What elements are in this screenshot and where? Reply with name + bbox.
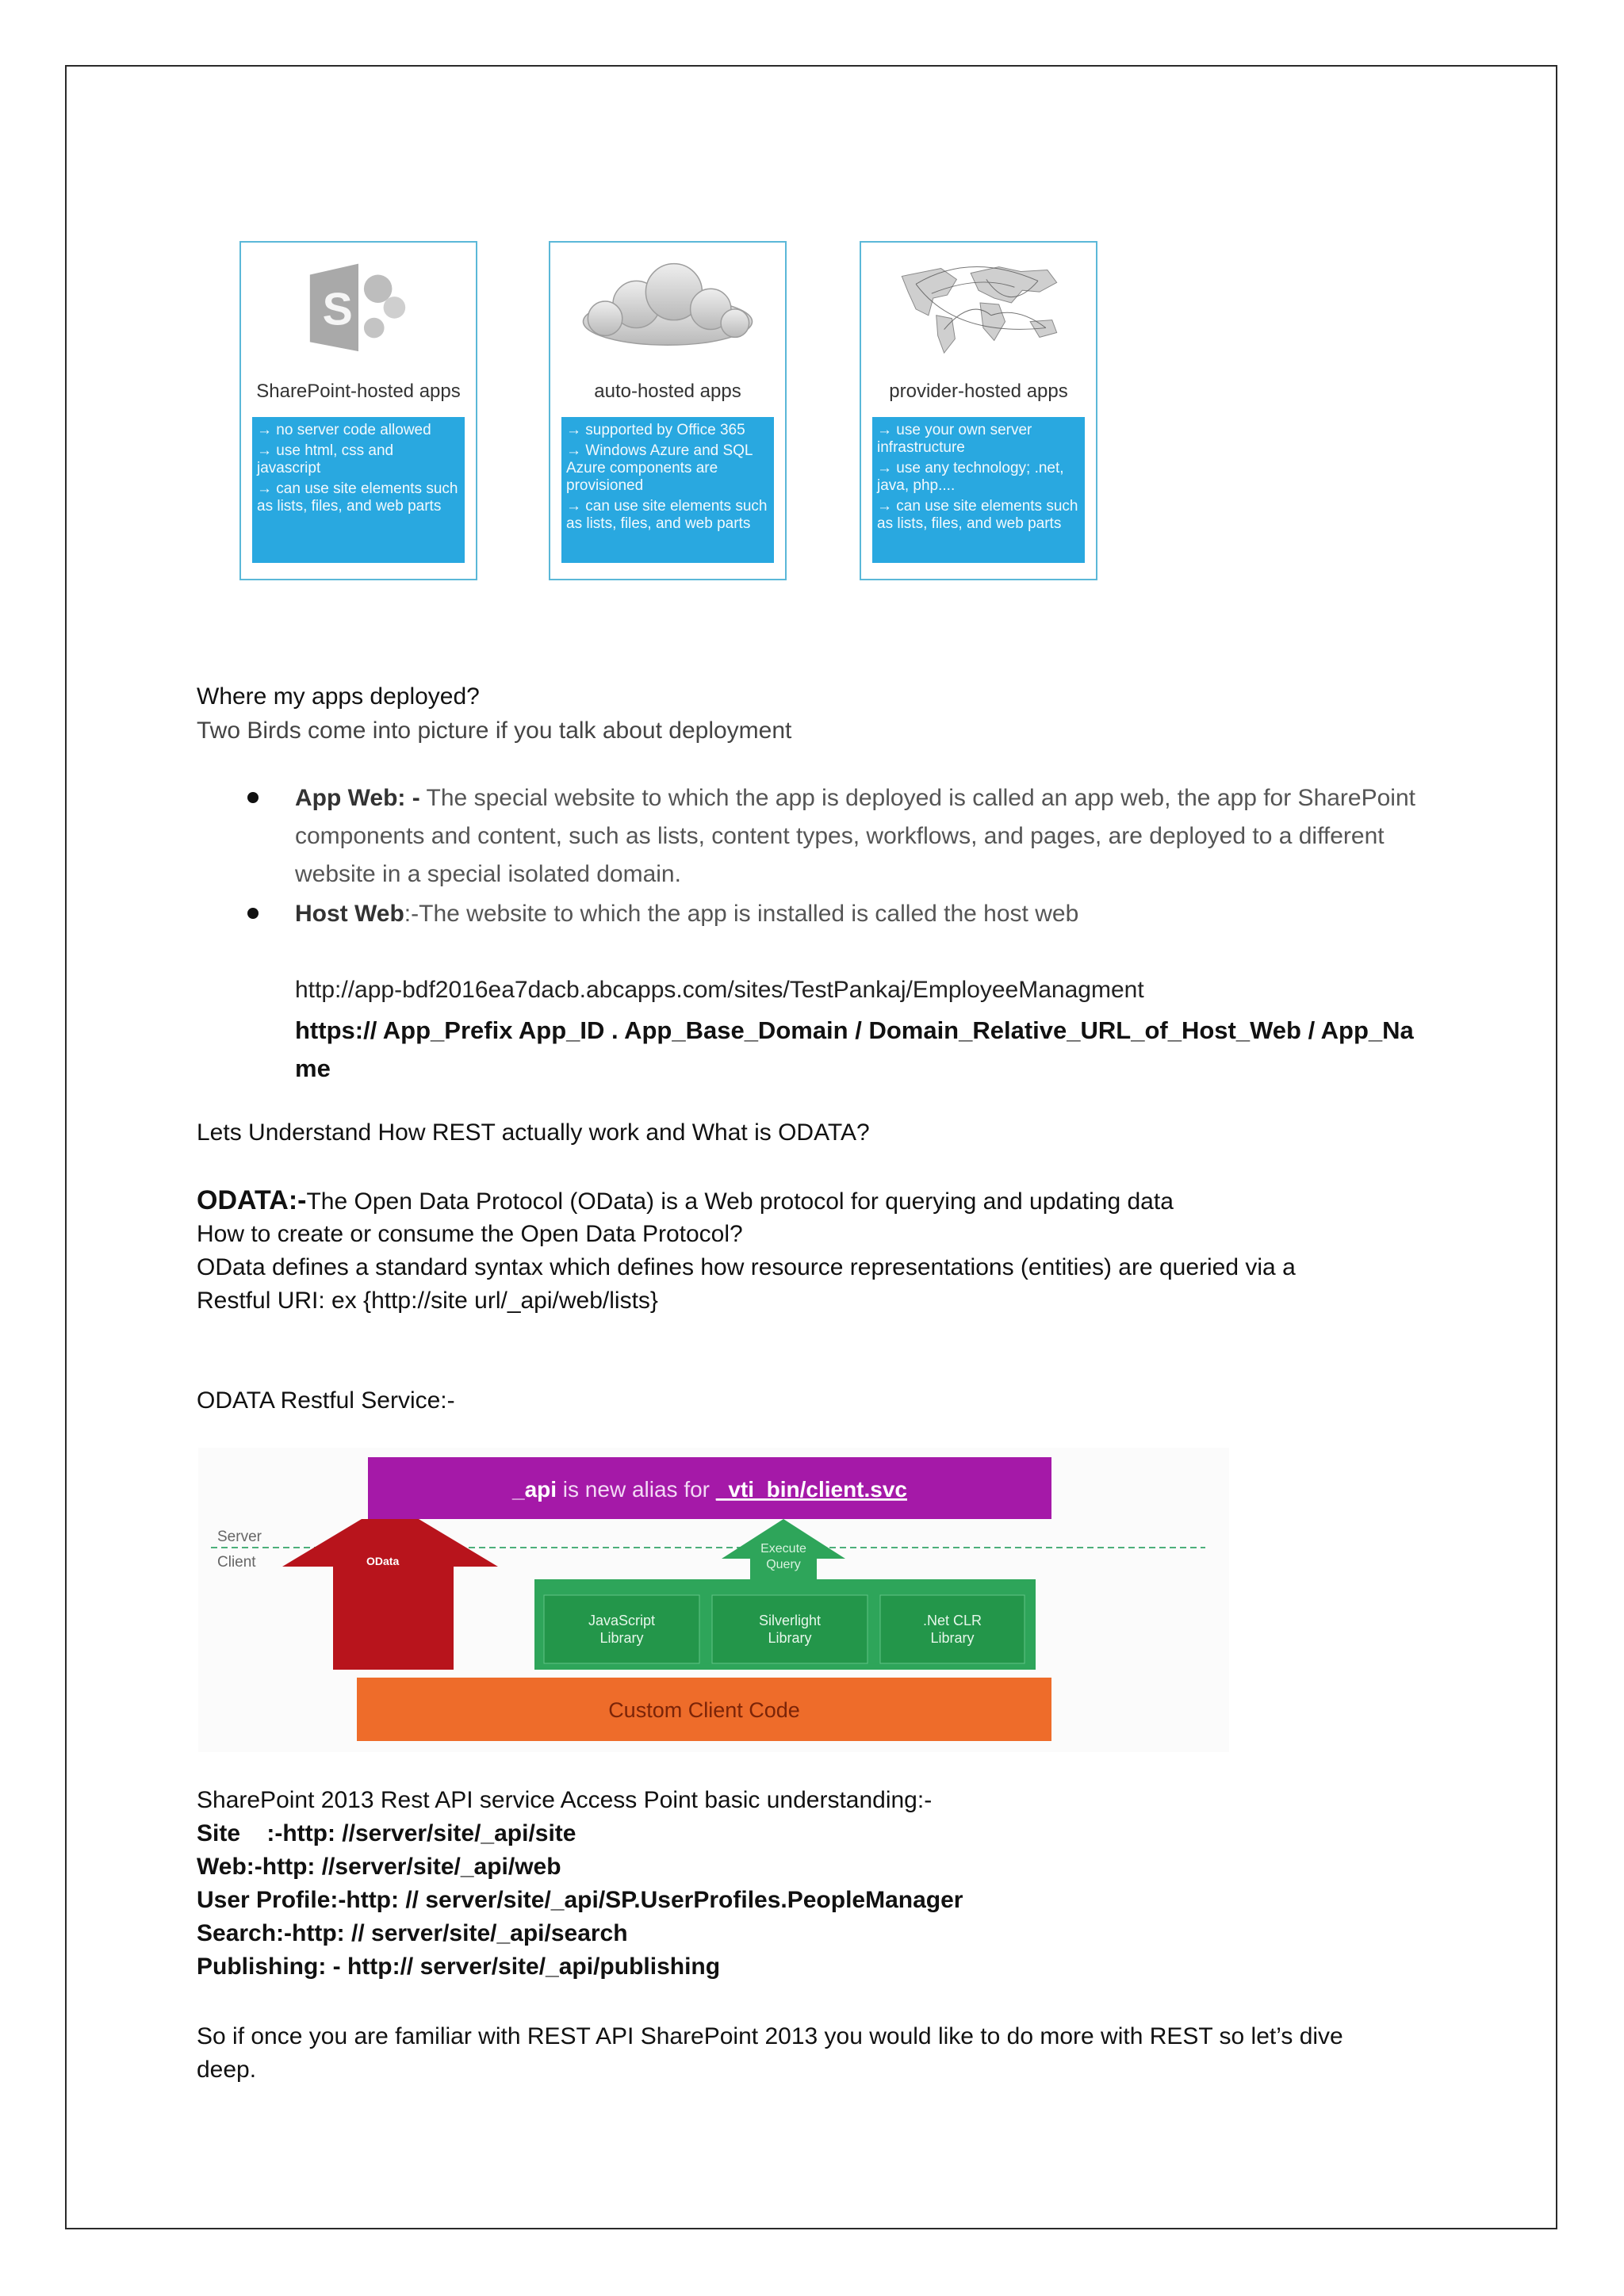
library-label: Library	[599, 1630, 644, 1646]
bullet-lead: App Web: -	[295, 785, 420, 811]
api-alias-mid: is new alias for	[557, 1477, 716, 1502]
odata-question: How to create or consume the Open Data Protocol?	[197, 1221, 743, 1247]
closing-line-1: So if once you are familiar with REST API SharePoint 2013 you would like to do more with REST so let’s dive	[197, 2023, 1343, 2049]
card-line: → supported by Office 365	[566, 422, 745, 438]
access-point-search: Search:-http: // server/site/_api/search	[197, 1920, 628, 1946]
custom-client-code-label: Custom Client Code	[608, 1698, 800, 1722]
client-label: Client	[217, 1554, 256, 1571]
odata-service-heading: ODATA Restful Service:-	[197, 1387, 455, 1414]
library-label: JavaScript	[588, 1613, 656, 1628]
card-line: → no server code allowed	[257, 422, 431, 438]
api-alias-svc: _vti_bin/client.svc	[715, 1477, 907, 1502]
card-title: auto-hosted apps	[594, 380, 741, 402]
library-label: Library	[930, 1630, 975, 1646]
card-line: → can use site elements such as lists, files, and web parts	[877, 498, 1078, 532]
odata-definition-line	[197, 1184, 1174, 1219]
api-alias-text	[511, 1477, 907, 1502]
card-line: → use html, css and javascript	[257, 442, 394, 476]
card-line: → can use site elements such as lists, files, and web parts	[257, 480, 458, 515]
execute-query-line-2: Query	[766, 1558, 801, 1571]
card-body	[872, 417, 1085, 563]
odata-label: ODATA:-	[197, 1185, 307, 1215]
bullet-text: The special website to which the app is deployed is called an app web, the app for SharePoint components and content, such as lists, content types, workflows, and pages, are deployed to a different website in a special isolated domain.	[295, 785, 1415, 887]
card-title: provider-hosted apps	[889, 380, 1068, 402]
rest-intro: Lets Understand How REST actually work and What is ODATA?	[197, 1119, 870, 1146]
svg-text:S: S	[322, 284, 353, 335]
card-line: → use your own server infrastructure	[877, 422, 1032, 456]
access-points-heading: SharePoint 2013 Rest API service Access Point basic understanding:-	[197, 1787, 933, 1813]
provider-hosted-card	[860, 241, 1097, 580]
bullet-icon	[247, 908, 259, 919]
library-label: .Net CLR	[922, 1613, 982, 1628]
card-line: → can use site elements such as lists, files, and web parts	[566, 498, 768, 532]
server-label: Server	[217, 1529, 262, 1545]
bullet-lead: Host Web	[295, 901, 404, 927]
card-title: SharePoint-hosted apps	[256, 380, 461, 402]
odata-syntax-line-2: Restful URI: ex {http://site url/_api/web/lists}	[197, 1288, 658, 1314]
odata-definition: The Open Data Protocol (OData) is a Web protocol for querying and updating data	[306, 1188, 1174, 1215]
odata-syntax-line-1: OData defines a standard syntax which defines how resource representations (entities) are queried via a	[197, 1254, 1296, 1280]
access-point-site: Site :-http: //server/site/_api/site	[197, 1820, 576, 1846]
bullet-host-web	[295, 895, 1437, 933]
deploy-intro: Two Birds come into picture if you talk about deployment	[197, 718, 792, 744]
world-map-icon	[861, 243, 1096, 362]
deploy-question: Where my apps deployed?	[197, 683, 480, 710]
execute-query-line-1: Execute	[760, 1542, 806, 1556]
bullet-app-web	[295, 779, 1437, 894]
library-dotnet-clr	[880, 1595, 1025, 1663]
library-label: Library	[768, 1630, 812, 1646]
rest-architecture-diagram	[198, 1448, 1229, 1752]
access-point-web: Web:-http: //server/site/_api/web	[197, 1854, 561, 1880]
bullet-text: :-The website to which the app is installed is called the host web	[404, 901, 1079, 927]
cloud-icon	[550, 243, 785, 362]
auto-hosted-card	[549, 241, 787, 580]
bullet-icon	[247, 792, 259, 803]
odata-arrow-label: OData	[366, 1555, 400, 1567]
library-label: Silverlight	[758, 1613, 822, 1628]
card-body	[561, 417, 774, 563]
sharepoint-hosted-card	[239, 241, 477, 580]
card-line: → Windows Azure and SQL Azure components are provisioned	[566, 442, 753, 494]
access-point-user-profile: User Profile:-http: // server/site/_api/SP.UserProfiles.PeopleManager	[197, 1887, 963, 1913]
example-url: http://app-bdf2016ea7dacb.abcapps.com/sites/TestPankaj/EmployeeManagment	[295, 977, 1144, 1003]
access-point-publishing: Publishing: - http:// server/site/_api/publishing	[197, 1954, 721, 1980]
library-javascript	[544, 1595, 699, 1663]
library-silverlight	[712, 1595, 868, 1663]
card-line: → use any technology; .net, java, php....	[877, 460, 1064, 494]
sharepoint-logo-icon	[241, 243, 476, 362]
api-alias-api: _api	[512, 1477, 557, 1502]
closing-line-2: deep.	[197, 2057, 257, 2083]
card-body	[252, 417, 465, 563]
pattern-url: https:// App_Prefix App_ID . App_Base_Domain / Domain_Relative_URL_of_Host_Web / App_Name	[295, 1016, 1414, 1082]
